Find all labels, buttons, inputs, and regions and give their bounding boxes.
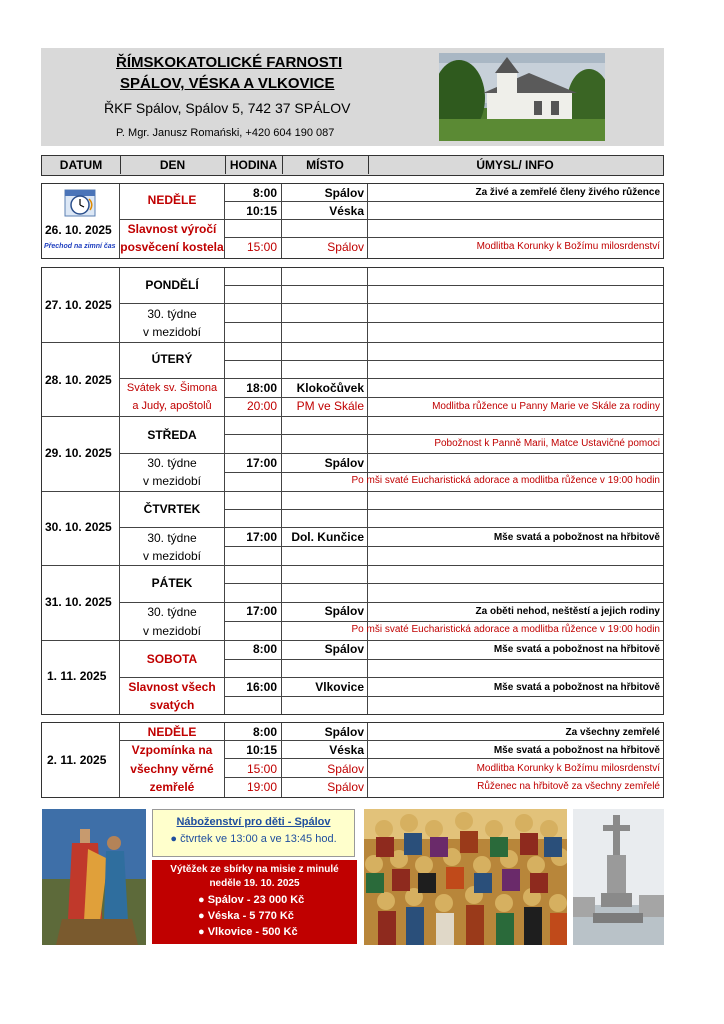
collection-title1: Výtěžek ze sbírky na misie z minulé: [170, 864, 339, 875]
mass-place: Véska: [329, 204, 364, 218]
day-subtitle: v mezidobí: [142, 474, 202, 488]
feast-line1: Slavnost výročí: [127, 222, 217, 236]
col-datum: DATUM: [42, 156, 121, 174]
mass-time: 15:00: [246, 762, 277, 776]
column-header: [41, 155, 664, 176]
day-subtitle: v mezidobí: [142, 549, 202, 563]
feast-line1: Vzpomínka na: [131, 743, 213, 757]
mass-place: Spálov: [324, 725, 364, 739]
mass-time: 10:15: [246, 743, 277, 757]
mass-place: Spálov: [327, 240, 364, 254]
mass-time: 17:00: [246, 604, 277, 618]
date-cell: 28. 10. 2025: [45, 373, 112, 387]
time-change-note: Přechod na zimní čas: [44, 243, 116, 250]
day-block-sunday: [41, 183, 664, 259]
mass-time: 15:00: [246, 240, 277, 254]
mass-place: Spálov: [327, 780, 364, 794]
mass-time: 8:00: [252, 725, 277, 739]
church-photo: [439, 53, 605, 141]
feast-line1: Svátek sv. Šimona: [126, 382, 218, 394]
mass-time: 19:00: [246, 780, 277, 794]
title-line1: ŘÍMSKOKATOLICKÉ FARNOSTI: [116, 54, 343, 71]
date-cell: 26. 10. 2025: [45, 223, 112, 237]
feast-line2: a Judy, apoštolů: [132, 400, 212, 412]
col-hodina: HODINA: [225, 156, 283, 174]
day-subtitle: 30. týdne: [147, 456, 197, 470]
mass-time: 17:00: [246, 530, 277, 544]
mass-intention: Modlitba Korunky k Božímu milosrdenství: [476, 763, 660, 774]
date-cell: 31. 10. 2025: [45, 595, 112, 609]
mass-place: Véska: [329, 743, 364, 757]
mass-intention: Modlitba růžence u Panny Marie ve Skále za rodiny: [432, 401, 660, 412]
mass-place: Spálov: [324, 456, 364, 470]
mass-place: Spálov: [324, 186, 364, 200]
day-name: ÚTERÝ: [151, 352, 193, 366]
day-subtitle: 30. týdne: [147, 307, 197, 321]
mass-place: Spálov: [324, 604, 364, 618]
mass-time: 20:00: [246, 399, 277, 413]
cemetery-cross-photo: [573, 809, 664, 945]
feast-line2: posvěcení kostela: [120, 240, 224, 254]
mass-place: Spálov: [327, 762, 364, 776]
mass-intention: Růženec na hřbitově za všechny zemřelé: [477, 781, 660, 792]
date-cell: 27. 10. 2025: [45, 298, 112, 312]
day-name: STŘEDA: [147, 428, 197, 442]
col-misto: MÍSTO: [282, 156, 369, 174]
day-name: SOBOTA: [146, 652, 198, 666]
collection-vlkovice: ● Vlkovice - 500 Kč: [198, 926, 298, 938]
col-umysl: ÚMYSL/ INFO: [476, 158, 554, 172]
day-name: NEDĚLE: [147, 725, 197, 739]
mass-time: 10:15: [246, 204, 277, 218]
mass-time: 17:00: [246, 456, 277, 470]
mass-intention: Za živé a zemřelé členy živého růžence: [475, 187, 660, 198]
collection-spalov: ● Spálov - 23 000 Kč: [198, 894, 305, 906]
mass-place: PM ve Skále: [296, 399, 364, 413]
mass-intention: Mše svatá a pobožnost na hřbitově: [493, 532, 660, 543]
mass-intention: Mše svatá a pobožnost na hřbitově: [493, 644, 660, 655]
day-name: NEDĚLE: [147, 193, 197, 207]
date-cell: 2. 11. 2025: [47, 753, 107, 767]
col-den: DEN: [120, 156, 226, 174]
mass-time: 8:00: [252, 186, 277, 200]
date-cell: 1. 11. 2025: [47, 669, 107, 683]
feast-line3: zemřelé: [149, 780, 195, 794]
title-line2: SPÁLOV, VÉSKA A VLKOVICE: [120, 75, 335, 92]
day-subtitle: v mezidobí: [142, 624, 202, 638]
mass-intention: Mše svatá a pobožnost na hřbitově: [493, 682, 660, 693]
mass-intention: Po mši svaté Eucharistická adorace a modlitba růžence v 19:00 hodin: [351, 475, 660, 486]
date-cell: 30. 10. 2025: [45, 520, 112, 534]
mass-time: 18:00: [246, 381, 277, 395]
feast-line2: svatých: [149, 698, 195, 712]
kids-religion-box: [152, 809, 355, 857]
priest-contact: P. Mgr. Janusz Romański, +420 604 190 087: [116, 127, 335, 139]
mass-intention: Modlitba Korunky k Božímu milosrdenství: [476, 241, 660, 252]
day-name: PONDĚLÍ: [145, 278, 199, 292]
day-name: PÁTEK: [151, 576, 193, 590]
mass-intention: Za všechny zemřelé: [565, 727, 660, 738]
kids-title: Náboženství pro děti - Spálov: [176, 816, 331, 828]
date-cell: 29. 10. 2025: [45, 446, 112, 460]
kids-time: ● čtvrtek ve 13:00 a ve 13:45 hod.: [170, 833, 337, 845]
feast-line1: Slavnost všech: [128, 680, 216, 694]
mass-place: Spálov: [324, 642, 364, 656]
collection-title2: neděle 19. 10. 2025: [209, 878, 300, 889]
mass-intention: Pobožnost k Panně Marii, Matce Ustavičné pomoci: [434, 438, 660, 449]
mass-time: 8:00: [252, 642, 277, 656]
day-name: ČTVRTEK: [143, 502, 201, 516]
mass-intention: Mše svatá a pobožnost na hřbitově: [493, 745, 660, 756]
feast-line2: všechny věrné: [130, 762, 214, 776]
calendar-clock-icon: [64, 186, 98, 223]
collection-veska: ● Véska - 5 770 Kč: [198, 910, 294, 922]
mass-place: Klokočůvek: [296, 381, 364, 395]
day-subtitle: 30. týdne: [147, 531, 197, 545]
mass-place: Dol. Kunčice: [291, 530, 364, 544]
mass-intention: Za oběti nehod, neštěstí a jejich rodiny: [475, 606, 660, 617]
weekday-block: [41, 267, 664, 715]
apostles-painting: [42, 809, 146, 945]
day-block-all-souls: [41, 722, 664, 798]
all-saints-painting: [364, 809, 567, 945]
collection-box: [152, 860, 357, 944]
address: ŘKF Spálov, Spálov 5, 742 37 SPÁLOV: [104, 100, 351, 116]
mass-place: Vlkovice: [315, 680, 364, 694]
mass-time: 16:00: [246, 680, 277, 694]
day-subtitle: v mezidobí: [142, 325, 202, 339]
mass-intention: Po mši svaté Eucharistická adorace a modlitba růžence v 19:00 hodin: [351, 624, 660, 635]
day-subtitle: 30. týdne: [147, 605, 197, 619]
